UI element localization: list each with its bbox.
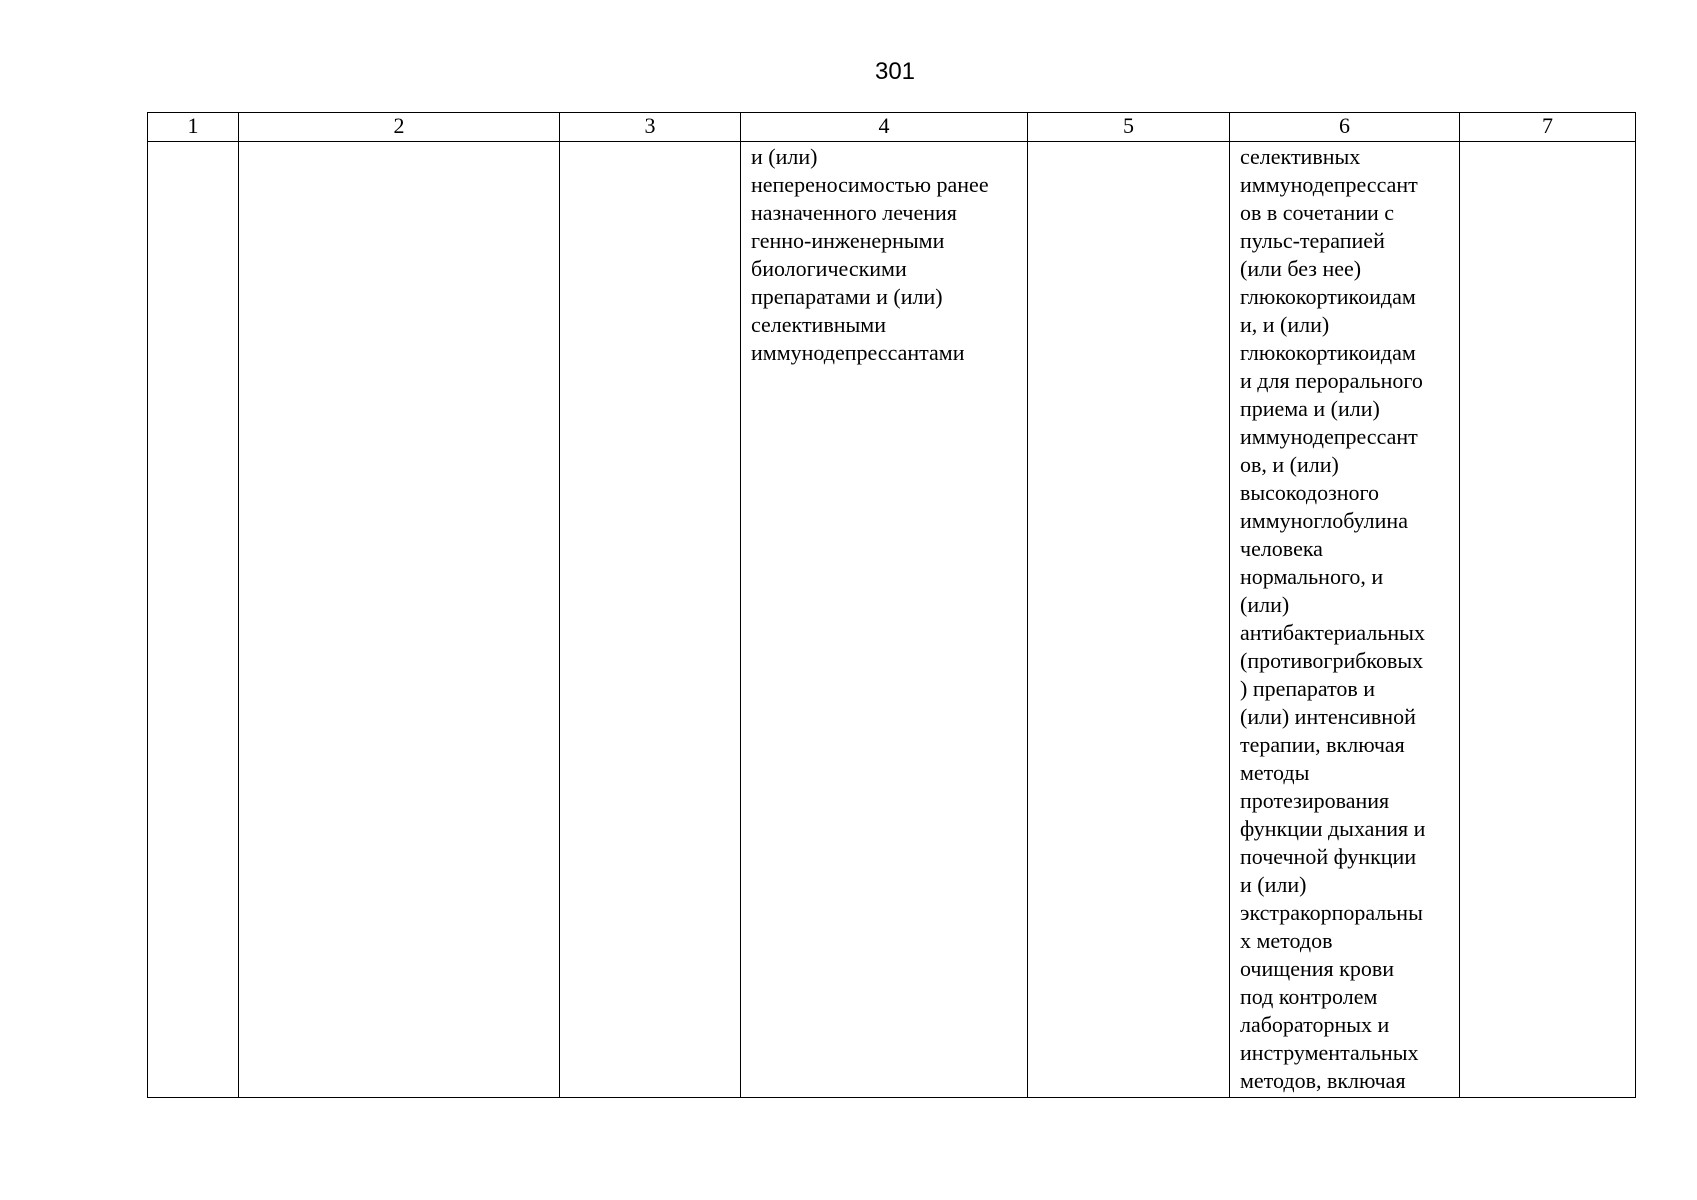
column-header-6: 6: [1230, 113, 1460, 142]
cell-text-col4: и (или) непереносимостью ранее назначенного лечения генно-инженерными биологическими препаратами и (или) селективными иммунодепрессантами: [751, 144, 989, 365]
table-row: [148, 142, 1636, 1098]
table-cell-col2: [239, 142, 560, 1098]
column-header-1: 1: [148, 113, 239, 142]
column-header-7: 7: [1460, 113, 1636, 142]
column-header-2: 2: [239, 113, 560, 142]
page-number: 301: [874, 58, 916, 85]
table-cell-col7: [1460, 142, 1636, 1098]
table-header-row: [148, 113, 1636, 142]
cell-text-col1: [148, 142, 238, 143]
cell-text-col3: [560, 142, 740, 143]
cell-text-col2: [239, 142, 559, 143]
cell-text-col6: селективных иммунодепрессант ов в сочетании с пульс-терапией (или без нее) глюкокортикоидам и, и (или) глюкокортикоидам и для перорального приема и (или) иммунодепрессант ов, и (или) высокодозного иммуноглобулина человека нормального, и (или) антибактериальных (противогрибковых ) препаратов и (или) интенсивной терапии, включая методы протезирования функции дыхания и почечной функции и (или) экстракорпоральны х методов очищения крови под контролем лабораторных и инструментальных методов, включая: [1240, 144, 1426, 1093]
table-cell-col4: [741, 142, 1028, 1098]
table-cell-col3: [560, 142, 741, 1098]
table-cell-col6: [1230, 142, 1460, 1098]
column-header-5: 5: [1028, 113, 1230, 142]
column-header-4: 4: [741, 113, 1028, 142]
document-table: [147, 112, 1636, 1098]
cell-text-col7: [1460, 142, 1635, 143]
table-cell-col5: [1028, 142, 1230, 1098]
table-cell-col1: [148, 142, 239, 1098]
cell-text-col5: [1028, 142, 1229, 143]
column-header-3: 3: [560, 113, 741, 142]
